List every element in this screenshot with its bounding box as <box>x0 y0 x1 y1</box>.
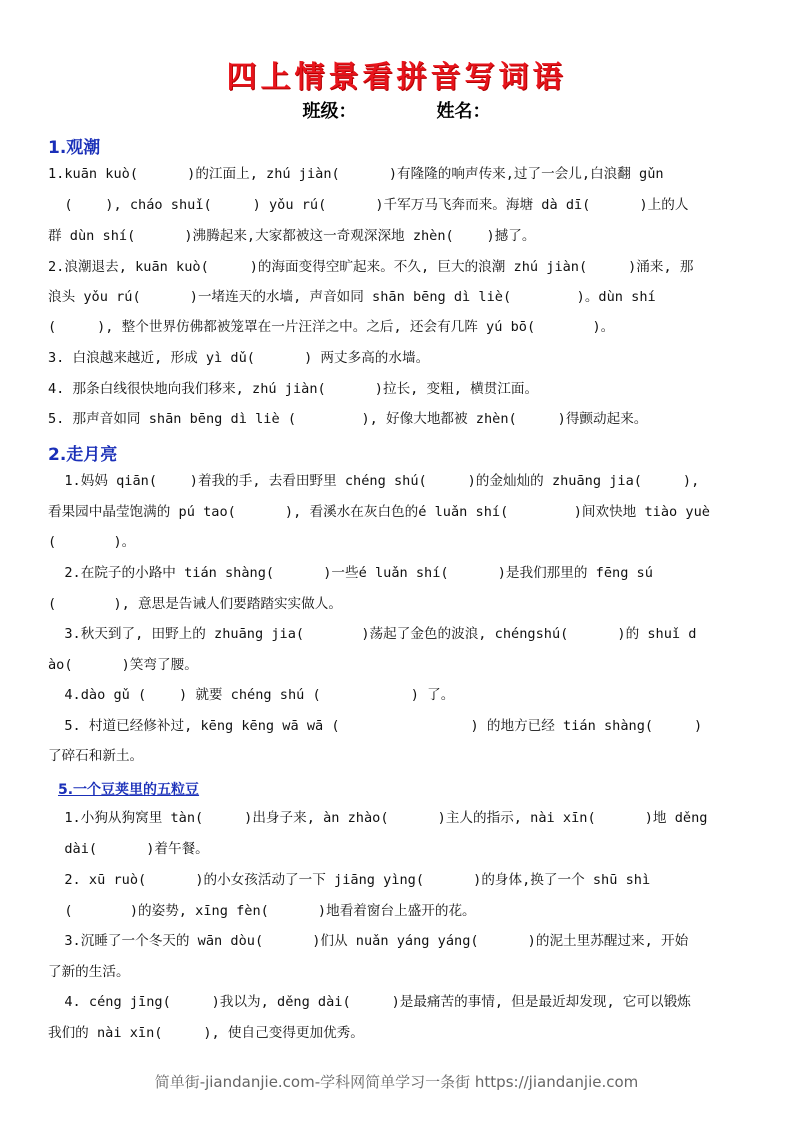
exercise-line: 3.秋天到了, 田野上的 zhuāng jia( )荡起了金色的波浪, chéngshú( )的 shuǐ d <box>48 626 697 642</box>
exercise-line: 4.dào gǔ ( ) 就要 chéng shú ( ) 了。 <box>48 687 455 703</box>
exercise-line: ( )的姿势, xīng fèn( )地看着窗台上盛开的花。 <box>48 903 476 919</box>
exercise-line: 看果园中晶莹饱满的 pú tao( ), 看溪水在灰白色的é luǎn shí( )间欢快地 tiào yuè <box>48 504 710 520</box>
exercise-line: 4. céng jīng( )我以为, děng dài( )是最痛苦的事情, 但是最近却发现, 它可以锻炼 <box>48 994 691 1010</box>
footer-watermark: 简单街-jiandanjie.com-学科网简单学习一条街 https://jiandanjie.com <box>154 1073 639 1091</box>
exercise-line: ( ), cháo shuǐ( ) yǒu rú( )千军万马飞奔而来。海塘 dà dī( )上的人 <box>48 197 689 213</box>
section-heading-zouyueliang: 2.走月亮 <box>48 445 118 465</box>
exercise-line: 1.kuān kuò( )的江面上, zhú jiàn( )有隆隆的响声传来,过了一会儿,白浪翻 gǔn <box>48 166 664 182</box>
page-title: 四上情景看拼音写词语 <box>226 60 567 95</box>
exercise-line: ( )。 <box>48 534 136 550</box>
exercise-line: 浪头 yǒu rú( )一堵连天的水墙, 声音如同 shān bēng dì liè( )。dùn shí <box>48 289 656 305</box>
exercise-line: ( ), 意思是告诫人们要踏踏实实做人。 <box>48 596 342 612</box>
section-heading-doujia: 5.一个豆荚里的五粒豆 <box>58 782 200 798</box>
exercise-line: ào( )笑弯了腰。 <box>48 657 198 673</box>
class-label: 班级： <box>302 101 357 122</box>
name-label: 姓名： <box>436 101 491 122</box>
exercise-line: 群 dùn shí( )沸腾起来,大家都被这一奇观深深地 zhèn( )撼了。 <box>48 228 536 244</box>
exercise-line: 5. 村道已经修补过, kēng kēng wā wā ( ) 的地方已经 tián shàng( ) <box>48 718 703 734</box>
exercise-line: 2. xū ruò( )的小女孩活动了一下 jiāng yìng( )的身体,换了一个 shū shì <box>48 872 651 888</box>
exercise-line: 1.妈妈 qiān( )着我的手, 去看田野里 chéng shú( )的金灿灿的 zhuāng jia( ), <box>48 473 700 489</box>
exercise-line: 了新的生活。 <box>48 964 130 980</box>
exercise-line: dài( )着午餐。 <box>48 841 209 857</box>
exercise-line: 了碎石和新土。 <box>48 748 144 764</box>
class-name-line <box>0 97 793 123</box>
exercise-line: 4. 那条白线很快地向我们移来, zhú jiàn( )拉长, 变粗, 横贯江面。 <box>48 381 539 397</box>
exercise-line: 5. 那声音如同 shān bēng dì liè ( ), 好像大地都被 zhèn( )得颤动起来。 <box>48 411 648 427</box>
exercise-line: 3.沉睡了一个冬天的 wān dòu( )们从 nuǎn yáng yáng( )的泥土里苏醒过来, 开始 <box>48 933 689 949</box>
exercise-line: 2.在院子的小路中 tián shàng( )一些é luǎn shí( )是我们那里的 fēng sú <box>48 565 653 581</box>
exercise-line: 我们的 nài xīn( ), 使自己变得更加优秀。 <box>48 1025 364 1041</box>
exercise-line: 3. 白浪越来越近, 形成 yì dǔ( ) 两丈多高的水墙。 <box>48 350 430 366</box>
section-heading-guanchao: 1.观潮 <box>48 138 101 158</box>
exercise-line: 1.小狗从狗窝里 tàn( )出身子来, àn zhào( )主人的指示, nài xīn( )地 děng <box>48 810 708 826</box>
exercise-line: 2.浪潮退去, kuān kuò( )的海面变得空旷起来。不久, 巨大的浪潮 zhú jiàn( )涌来, 那 <box>48 259 694 275</box>
exercise-line: ( ), 整个世界仿佛都被笼罩在一片汪洋之中。之后, 还会有几阵 yú bō( )。 <box>48 319 615 335</box>
